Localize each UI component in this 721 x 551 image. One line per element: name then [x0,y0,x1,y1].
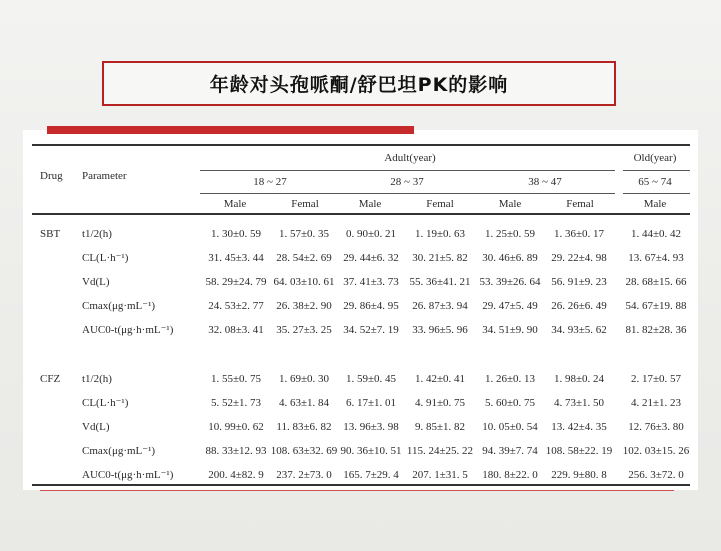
parameter-label: CL(L·h⁻¹) [82,397,129,409]
table-cell: 34. 93±5. 62 [551,324,607,336]
table-cell: 5. 60±0. 75 [484,397,536,409]
table-cell: 237. 2±73. 0 [276,469,332,481]
table-cell: 13. 67±4. 93 [628,252,684,264]
table-cell: 54. 67±19. 88 [625,300,687,312]
table-cell: 34. 52±7. 19 [343,324,399,336]
slide-title: 年龄对头孢哌酮/舒巴坦PK的影响 [209,74,509,96]
drug-label: CFZ [40,373,61,385]
table-cell: 12. 76±3. 80 [628,421,684,433]
old-group-rule [623,170,690,171]
table-cell: 81. 82±28. 36 [625,324,687,336]
table-cell: 94. 39±7. 74 [482,445,538,457]
table-cell: 102. 03±15. 26 [622,445,690,457]
age-range-18-27: 18 ~ 27 [253,176,287,188]
age-range-28-37: 28 ~ 37 [390,176,424,188]
table-cell: 4. 21±1. 23 [630,397,682,409]
table-cell: 1. 26±0. 13 [484,373,536,385]
table-top-rule [32,144,690,146]
drug-header: Drug [40,170,63,182]
age-range-rule [200,193,615,194]
table-cell: 1. 98±0. 24 [553,373,605,385]
table-cell: 1. 59±0. 45 [345,373,397,385]
table-cell: 256. 3±72. 0 [628,469,684,481]
adult-group-header: Adult(year) [384,152,436,164]
table-cell: 1. 57±0. 35 [278,228,330,240]
table-cell: 30. 46±6. 89 [482,252,538,264]
table-cell: 4. 91±0. 75 [414,397,466,409]
table-cell: 34. 51±9. 90 [482,324,538,336]
table-cell: 0. 90±0. 21 [345,228,397,240]
header-bottom-rule [32,213,690,215]
parameter-label: AUC0-t(μg·h·mL⁻¹) [82,324,174,336]
table-cell: 2. 17±0. 57 [630,373,682,385]
slide-title-box [102,61,616,106]
table-cell: 24. 53±2. 77 [208,300,264,312]
old-age-range-rule [623,193,690,194]
parameter-label: Vd(L) [82,421,110,433]
parameter-label: t1/2(h) [82,228,112,240]
table-cell: 13. 42±4. 35 [551,421,607,433]
table-cell: 115. 24±25. 22 [406,445,474,457]
table-cell: 9. 85±1. 82 [414,421,466,433]
table-cell: 4. 73±1. 50 [553,397,605,409]
sex-header: Male [498,198,522,210]
table-cell: 108. 58±22. 19 [545,445,613,457]
parameter-label: CL(L·h⁻¹) [82,252,129,264]
table-cell: 88. 33±12. 93 [205,445,267,457]
table-cell: 1. 30±0. 59 [210,228,262,240]
table-cell: 56. 91±9. 23 [551,276,607,288]
parameter-label: Vd(L) [82,276,110,288]
table-bottom-rule [32,484,690,486]
table-cell: 1. 36±0. 17 [553,228,605,240]
table-cell: 30. 21±5. 82 [412,252,468,264]
table-cell: 58. 29±24. 79 [205,276,267,288]
sex-header: Femal [566,198,594,210]
table-cell: 10. 05±0. 54 [482,421,538,433]
sex-header: Male [643,198,667,210]
table-cell: 200. 4±82. 9 [208,469,264,481]
table-cell: 6. 17±1. 01 [345,397,397,409]
drug-label: SBT [40,228,61,240]
accent-bar [47,126,414,134]
parameter-header: Parameter [82,170,127,182]
table-cell: 37. 41±3. 73 [343,276,399,288]
table-cell: 1. 69±0. 30 [278,373,330,385]
table-cell: 29. 22±4. 98 [551,252,607,264]
parameter-label: t1/2(h) [82,373,112,385]
table-cell: 108. 63±32. 69 [270,445,338,457]
age-range-65-74: 65 ~ 74 [638,176,672,188]
table-cell: 180. 8±22. 0 [482,469,538,481]
old-group-header: Old(year) [633,152,677,164]
table-cell: 5. 52±1. 73 [210,397,262,409]
table-cell: 11. 83±6. 82 [276,421,332,433]
sex-header: Male [358,198,382,210]
sex-header: Femal [426,198,454,210]
table-cell: 55. 36±41. 21 [409,276,471,288]
table-cell: 165. 7±29. 4 [343,469,399,481]
table-cell: 35. 27±3. 25 [276,324,332,336]
table-cell: 32. 08±3. 41 [208,324,264,336]
table-cell: 90. 36±10. 51 [340,445,402,457]
table-cell: 28. 68±15. 66 [625,276,687,288]
table-cell: 4. 63±1. 84 [278,397,330,409]
table-cell: 28. 54±2. 69 [276,252,332,264]
table-cell: 1. 44±0. 42 [630,228,682,240]
table-cell: 29. 44±6. 32 [343,252,399,264]
table-cell: 207. 1±31. 5 [412,469,468,481]
table-cell: 26. 38±2. 90 [276,300,332,312]
age-range-38-47: 38 ~ 47 [528,176,562,188]
adult-group-rule [200,170,615,171]
table-cell: 31. 45±3. 44 [208,252,264,264]
red-underline [40,490,674,491]
table-cell: 1. 42±0. 41 [414,373,466,385]
table-cell: 53. 39±26. 64 [479,276,541,288]
sex-header: Femal [291,198,319,210]
table-cell: 26. 87±3. 94 [412,300,468,312]
table-cell: 29. 86±4. 95 [343,300,399,312]
parameter-label: Cmax(μg·mL⁻¹) [82,300,156,312]
table-cell: 229. 9±80. 8 [551,469,607,481]
table-cell: 64. 03±10. 61 [273,276,335,288]
table-cell: 26. 26±6. 49 [551,300,607,312]
parameter-label: Cmax(μg·mL⁻¹) [82,445,156,457]
table-cell: 33. 96±5. 96 [412,324,468,336]
sex-header: Male [223,198,247,210]
table-cell: 10. 99±0. 62 [208,421,264,433]
table-cell: 29. 47±5. 49 [482,300,538,312]
table-cell: 1. 19±0. 63 [414,228,466,240]
table-cell: 1. 25±0. 59 [484,228,536,240]
table-cell: 13. 96±3. 98 [343,421,399,433]
table-cell: 1. 55±0. 75 [210,373,262,385]
parameter-label: AUC0-t(μg·h·mL⁻¹) [82,469,174,481]
